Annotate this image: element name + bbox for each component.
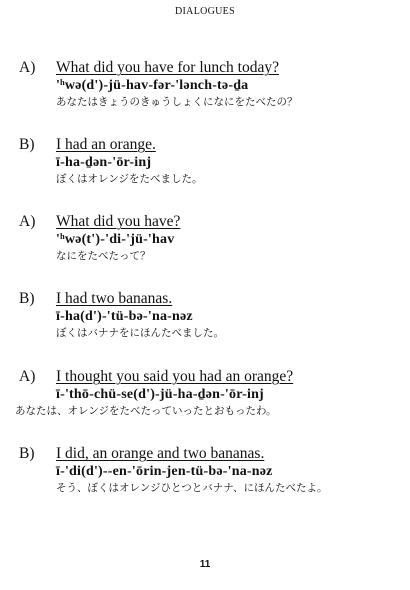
english-sentence: I had two bananas. [56, 290, 173, 307]
speaker-label: B) [19, 445, 35, 462]
speaker-label: B) [19, 136, 35, 153]
japanese-translation: なにをたべたって？ [56, 250, 151, 262]
english-sentence: I did, an orange and two bananas. [56, 445, 265, 462]
speaker-label: A) [19, 59, 36, 76]
page-number: 11 [199, 559, 211, 570]
english-sentence: What did you have for lunch today? [56, 59, 279, 76]
japanese-translation: あなたはきょうのきゅうしょくになにをたべたの？ [56, 96, 298, 108]
japanese-translation: そう、ぼくはオレンジひとつとバナナ、にほんたべたよ。 [56, 482, 328, 494]
speaker-label: A) [19, 368, 36, 385]
english-sentence: What did you have? [56, 213, 181, 230]
japanese-translation: ぼくはバナナをにほんたべました。 [56, 327, 224, 339]
english-sentence: I thought you said you had an orange? [56, 368, 294, 385]
japanese-translation: ぼくはオレンジをたべました。 [56, 173, 203, 185]
pronunciation-guide: ī-'thō-chü-se(d')-jü-ha-ḏən-'ōr-inj [56, 387, 264, 402]
japanese-translation: あなたは、オレンジをたべたっていったとおもったわ。 [15, 405, 277, 417]
pronunciation-guide: ī-ha-ḏən-'ōr-inj [56, 155, 152, 170]
pronunciation-guide: 'ʰwə(d')-jü-hav-fər-'lənch-tə-ḏa [56, 78, 249, 93]
pronunciation-guide: 'ʰwə(t')-'di-'jü-'hav [56, 232, 175, 247]
pronunciation-guide: ī-'di(d')--en-'ōrin-jen-tü-bə-'na-nəz [56, 464, 273, 479]
running-header: DIALOGUES [175, 6, 235, 17]
speaker-label: A) [19, 213, 36, 230]
speaker-label: B) [19, 290, 35, 307]
english-sentence: I had an orange. [56, 136, 156, 153]
pronunciation-guide: ī-ha(d')-'tü-bə-'na-nəz [56, 309, 193, 324]
